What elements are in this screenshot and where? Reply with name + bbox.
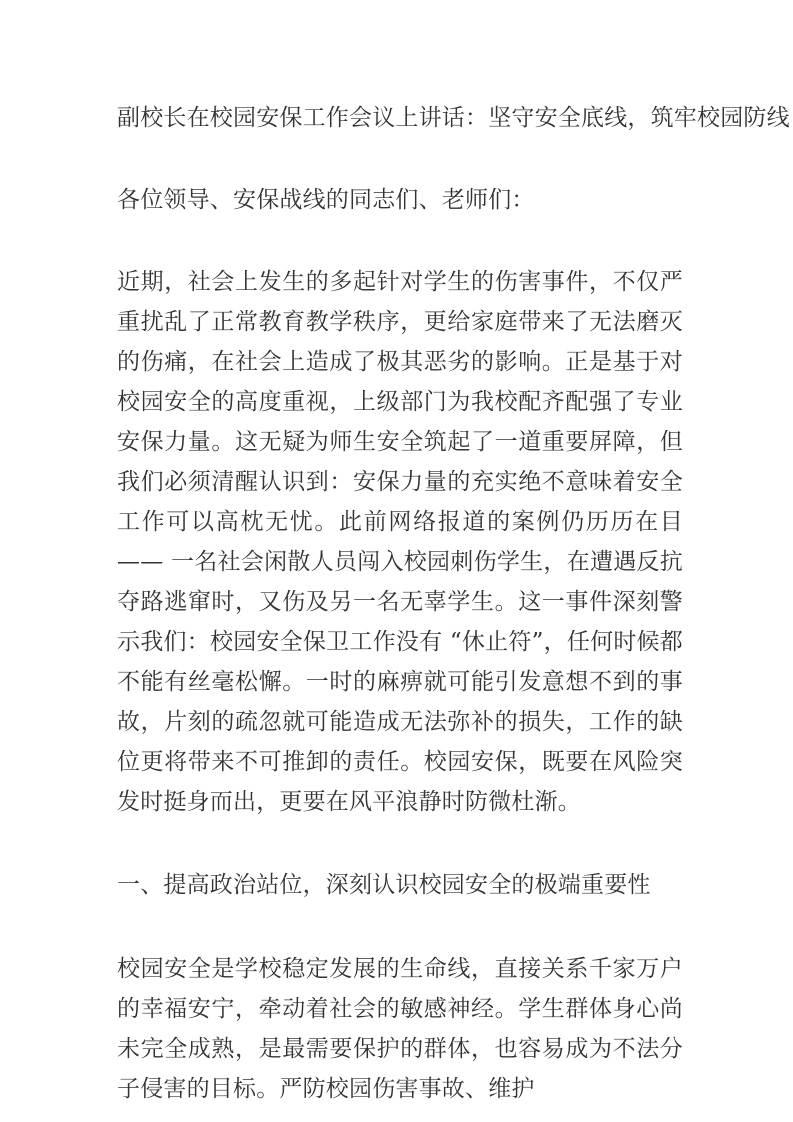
salutation: 各位领导、安保战线的同志们、老师们： [117,187,535,213]
body-paragraph-2: 校园安全是学校稳定发展的生命线，直接关系千家万户的幸福安宁，牵动着社会的敏感神经。学生群体身心尚未完全成熟，是最需要保护的群体，也容易成为不法分子侵害的目标。严防校园伤害事故、维护 [117,956,683,1102]
body-paragraph-1: 近期，社会上发生的多起针对学生的伤害事件，不仅严重扰乱了正常教育教学秩序，更给家庭带来了无法磨灭的伤痛，在社会上造成了极其恶劣的影响。正是基于对校园安全的高度重视，上级部门为我校配齐配强了专业安保力量。这无疑为师生安全筑起了一道重要屏障，但我们必须清醒认识到：安保力量的充实绝不意味着安全工作可以高枕无忧。此前网络报道的案例仍历历在目 —— 一名社会闲散人员闯入校园刺伤学生，在遭遇反抗夺路逃窜时，又伤及另一名无辜学生。这一事件深刻警示我们：校园安全保卫工作没有 “休止符”，任何时候都不能有丝毫松懈。一时的麻痹就可能引发意想不到的事故，片刻的疏忽就可能造成无法弥补的损失，工作的缺位更将带来不可推卸的责任。校园安保，既要在风险突发时挺身而出，更要在风平浪静时防微杜渐。 [117,269,683,815]
section-heading-1: 一、提高政治站位，深刻认识校园安全的极端重要性 [117,872,651,898]
document-text-body [117,98,790,1109]
document-title: 副校长在校园安保工作会议上讲话：坚守安全底线，筑牢校园防线 [117,105,790,131]
